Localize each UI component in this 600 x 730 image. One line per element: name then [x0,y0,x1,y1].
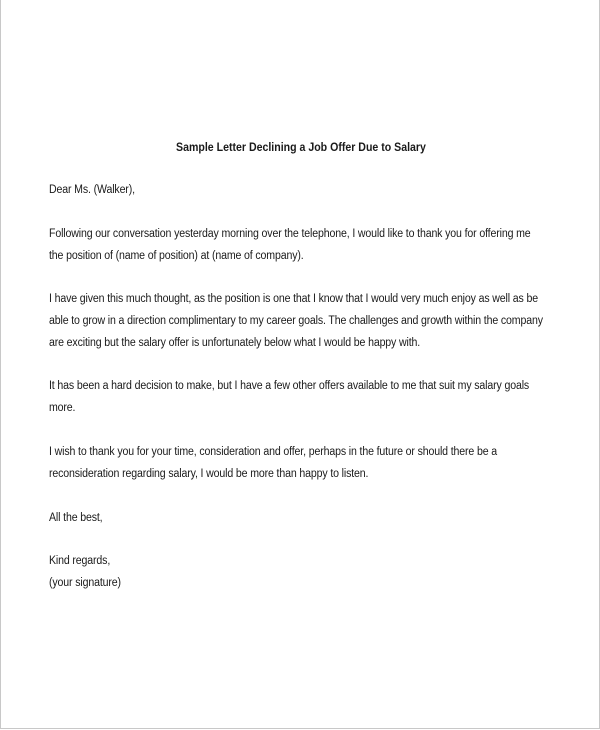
salutation: Dear Ms. (Walker), [49,184,135,196]
signoff: Kind regards, [49,555,111,567]
letter-title: Sample Letter Declining a Job Offer Due to Salary [176,142,426,154]
paragraph-2-line-2: able to grow in a direction complimentary to my career goals. The challenges and growth within the company [49,315,543,327]
paragraph-1-line-1: Following our conversation yesterday morning over the telephone, I would like to thank you for offering me [49,228,531,240]
paragraph-2-line-3: are exciting but the salary offer is unfortunately below what I would be happy with. [49,337,421,349]
closing: All the best, [49,512,103,524]
paragraph-4-line-2: reconsideration regarding salary, I would be more than happy to listen. [49,468,369,480]
signature: (your signature) [49,577,121,589]
paragraph-4-line-1: I wish to thank you for your time, consideration and offer, perhaps in the future or should there be a [49,446,498,458]
paragraph-2-line-1: I have given this much thought, as the position is one that I know that I would very much enjoy as well as be [49,293,538,305]
paragraph-1-line-2: the position of (name of position) at (name of company). [49,250,304,262]
paragraph-3-line-1: It has been a hard decision to make, but I have a few other offers available to me that suit my salary goals [49,380,530,392]
paragraph-3-line-2: more. [49,402,76,414]
